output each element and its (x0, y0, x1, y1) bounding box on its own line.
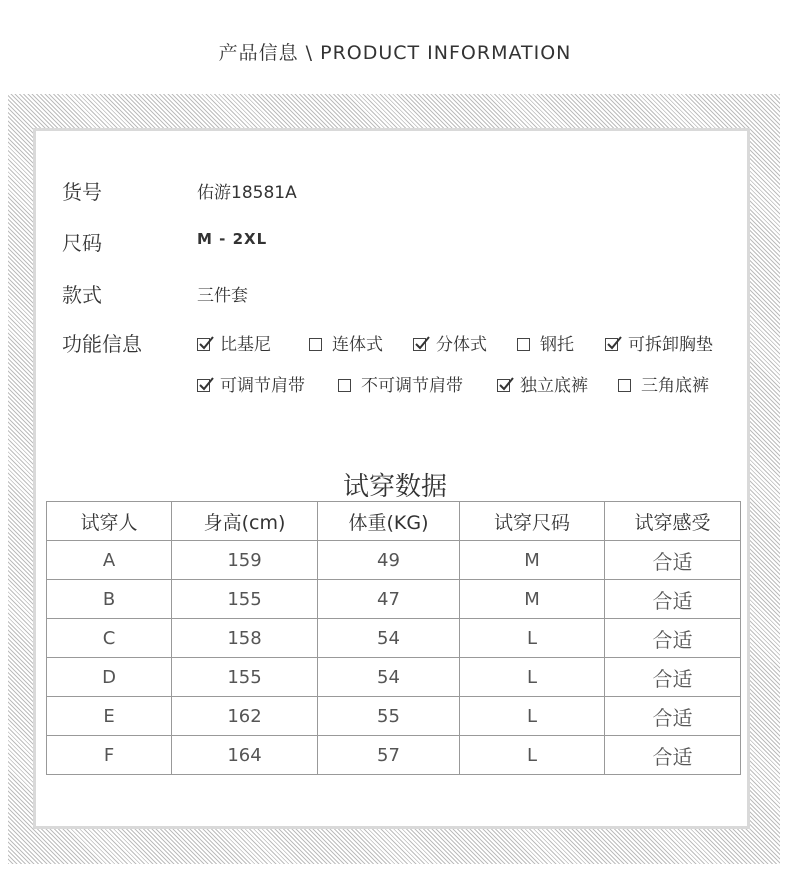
feature-option[interactable] (338, 371, 463, 396)
checkbox-checked-icon[interactable] (413, 338, 426, 351)
table-cell: 54 (318, 619, 460, 658)
table-cell: E (47, 697, 172, 736)
size-value: M - 2XL (197, 230, 268, 248)
feature-option-label: 连体式 (332, 335, 383, 355)
feature-option-label: 独立底裤 (520, 376, 588, 396)
checkbox-checked-icon[interactable] (197, 379, 210, 392)
table-cell: 47 (318, 580, 460, 619)
table-cell: M (460, 580, 605, 619)
table-cell: 54 (318, 658, 460, 697)
table-cell: 合适 (605, 658, 741, 697)
table-cell: F (47, 736, 172, 775)
feature-option-label: 不可调节肩带 (361, 376, 463, 396)
feature-option-label: 三角底裤 (641, 376, 709, 396)
table-cell: 55 (318, 697, 460, 736)
column-header: 体重(KG) (318, 502, 460, 541)
table-cell: 155 (172, 580, 318, 619)
table-cell: C (47, 619, 172, 658)
fitting-table (46, 501, 741, 775)
table-cell: 164 (172, 736, 318, 775)
table-cell: M (460, 541, 605, 580)
page-header-title: 产品信息 \ PRODUCT INFORMATION (218, 42, 572, 64)
table-cell: 合适 (605, 541, 741, 580)
table-cell: 57 (318, 736, 460, 775)
checkbox-unchecked-icon[interactable] (309, 338, 322, 351)
table-cell: 合适 (605, 580, 741, 619)
table-cell: 162 (172, 697, 318, 736)
column-header: 身高(cm) (172, 502, 318, 541)
feature-option[interactable] (197, 371, 305, 396)
table-cell: L (460, 697, 605, 736)
table-cell: A (47, 541, 172, 580)
feature-option[interactable] (413, 330, 487, 355)
style-value: 三件套 (197, 286, 248, 306)
table-header-row (47, 502, 741, 541)
fitting-section-title: 试穿数据 (342, 472, 447, 502)
column-header: 试穿人 (47, 502, 172, 541)
checkbox-unchecked-icon[interactable] (618, 379, 631, 392)
table-cell: L (460, 619, 605, 658)
table-row (47, 619, 741, 658)
table-cell: 合适 (605, 619, 741, 658)
feature-option-label: 比基尼 (220, 335, 271, 355)
table-row (47, 541, 741, 580)
table-cell: 155 (172, 658, 318, 697)
table-row (47, 580, 741, 619)
column-header: 试穿尺码 (460, 502, 605, 541)
table-cell: 合适 (605, 736, 741, 775)
feature-option-label: 钢托 (540, 335, 574, 355)
feature-option[interactable] (605, 330, 713, 355)
feature-option[interactable] (618, 371, 709, 396)
column-header: 试穿感受 (605, 502, 741, 541)
feature-option-label: 可拆卸胸垫 (628, 335, 713, 355)
checkbox-checked-icon[interactable] (197, 338, 210, 351)
style-label: 款式 (62, 283, 102, 307)
checkbox-unchecked-icon[interactable] (517, 338, 530, 351)
table-cell: 合适 (605, 697, 741, 736)
feature-option[interactable] (197, 330, 271, 355)
item-no-value: 佑游18581A (197, 183, 297, 203)
item-no-label: 货号 (62, 180, 102, 204)
table-cell: 49 (318, 541, 460, 580)
features-label: 功能信息 (62, 332, 142, 356)
feature-option-label: 分体式 (436, 335, 487, 355)
table-cell: L (460, 658, 605, 697)
feature-option[interactable] (309, 330, 383, 355)
feature-option[interactable] (497, 371, 588, 396)
table-row (47, 658, 741, 697)
table-row (47, 697, 741, 736)
checkbox-checked-icon[interactable] (497, 379, 510, 392)
feature-option[interactable] (517, 330, 574, 355)
checkbox-unchecked-icon[interactable] (338, 379, 351, 392)
size-label: 尺码 (62, 231, 102, 255)
table-cell: 158 (172, 619, 318, 658)
table-cell: 159 (172, 541, 318, 580)
table-cell: D (47, 658, 172, 697)
table-cell: B (47, 580, 172, 619)
table-cell: L (460, 736, 605, 775)
feature-option-label: 可调节肩带 (220, 376, 305, 396)
checkbox-checked-icon[interactable] (605, 338, 618, 351)
table-row (47, 736, 741, 775)
